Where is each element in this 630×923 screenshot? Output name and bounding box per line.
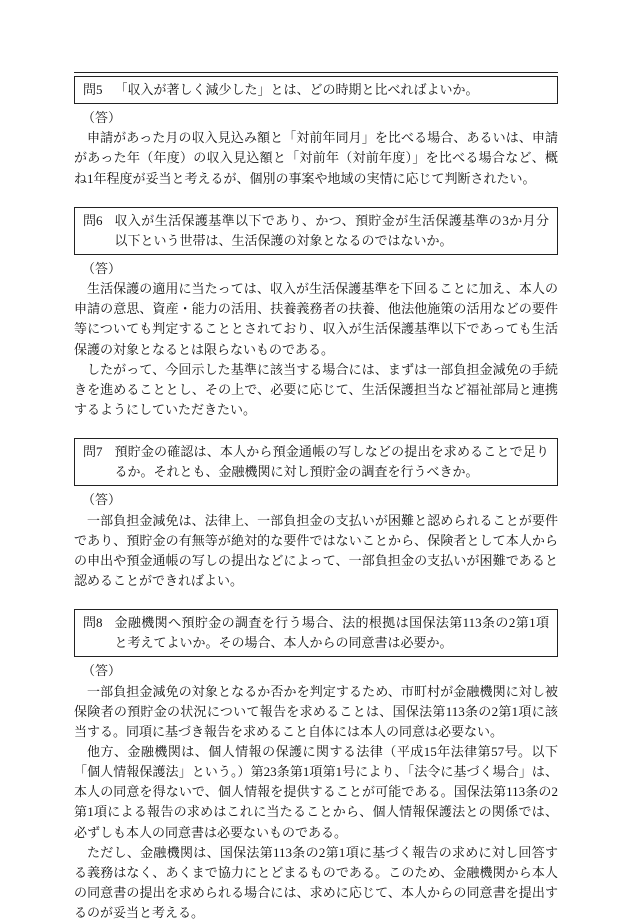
answer-paragraph: 一部負担金減免は、法律上、一部負担金の支払いが困難と認められることが要件であり、預貯金の有無等が絶対的な要件ではないことから、保険者として本人からの申出や預金通帳の写しの提出などによって、一部負担金の支払いが困難であると認めることができればよい。 xyxy=(74,512,558,588)
question-box xyxy=(74,438,558,486)
question-text: 「収入が著しく減少した」とは、どの時期と比べればよいか。 xyxy=(114,82,479,97)
answer-label: （答） xyxy=(82,492,122,508)
answer-paragraph: 生活保護の適用に当たっては、収入が生活保護基準を下回ることに加え、本人の申請の意思、資産・能力の活用、扶養義務者の扶養、他法他施策の活用などの要件等についても判定することとされており、収入が生活保護基準以下であっても生活保護の対象となるとは限らないものである。 xyxy=(74,281,558,357)
answer-label: （答） xyxy=(82,663,122,679)
document-page xyxy=(74,72,558,923)
answer-body xyxy=(74,682,558,923)
qa-section-6 xyxy=(74,207,558,420)
question-label: 問6 xyxy=(83,212,103,228)
answer-paragraph: 他方、金融機関は、個人情報の保護に関する法律（平成15年法律第57号。以下「個人情報保護法」という。）第23条第1項第1号により、「法令に基づく場合」は、本人の同意を得ないで、個人情報を提供することが可能である。国保法第113条の2第1項による報告の求めはこれに当たることから、個人情報保護法との関係では、必ずしも本人の同意書は必要ないものである。 xyxy=(74,743,558,840)
answer-paragraph: 一部負担金減免の対象となるか否かを判定するため、市町村が金融機関に対し被保険者の預貯金の状況について報告を求めることは、国保法第113条の2第1項に該当する。同項に基づき報告を求めること自体には本人の同意は必要ない。 xyxy=(74,683,558,739)
question-text: 収入が生活保護基準以下であり、かつ、預貯金が生活保護基準の3か月分以下という世帯は、生活保護の対象となるのではないか。 xyxy=(114,212,549,248)
answer-paragraph: したがって、今回示した基準に該当する場合には、まずは一部負担金減免の手続きを進めることとし、その上で、必要に応じて、生活保護担当など福祉部局と連携するようにしていただきたい。 xyxy=(74,361,558,417)
answer-paragraph: 申請があった月の収入見込み額と「対前年同月」を比べる場合、あるいは、申請があった年（年度）の収入見込額と「対前年（対前年度）」を比べる場合など、概ね1年程度が妥当と考えるが、個別の事案や地域の実情に応じて判断されたい。 xyxy=(74,130,558,186)
question-box xyxy=(74,207,558,255)
question-label: 問8 xyxy=(83,615,103,631)
answer-body xyxy=(74,128,558,188)
question-label: 問7 xyxy=(83,444,103,460)
qa-section-8 xyxy=(74,609,558,923)
top-rule xyxy=(74,72,558,73)
qa-section-5 xyxy=(74,76,558,189)
answer-paragraph: ただし、金融機関は、国保法第113条の2第1項に基づく報告の求めに対し回答する義務はなく、あくまで協力にとどまるものである。このため、金融機関から本人の同意書の提出を求められる場合には、求めに応じて、本人からの同意書を提出するのが妥当と考える。 xyxy=(74,844,558,921)
question-text: 金融機関へ預貯金の調査を行う場合、法的根拠は国保法第113条の2第1項と考えてよいか。その場合、本人からの同意書は必要か。 xyxy=(114,615,549,651)
question-box xyxy=(74,76,558,104)
question-label: 問5 xyxy=(83,82,103,97)
answer-label: （答） xyxy=(82,260,122,276)
question-box xyxy=(74,609,558,657)
answer-body xyxy=(74,279,558,420)
answer-label: （答） xyxy=(82,110,122,126)
qa-section-7 xyxy=(74,438,558,591)
answer-body xyxy=(74,511,558,592)
question-text: 預貯金の確認は、本人から預金通帳の写しなどの提出を求めることで足りるか。それとも、金融機関に対し預貯金の調査を行うべきか。 xyxy=(114,444,549,480)
